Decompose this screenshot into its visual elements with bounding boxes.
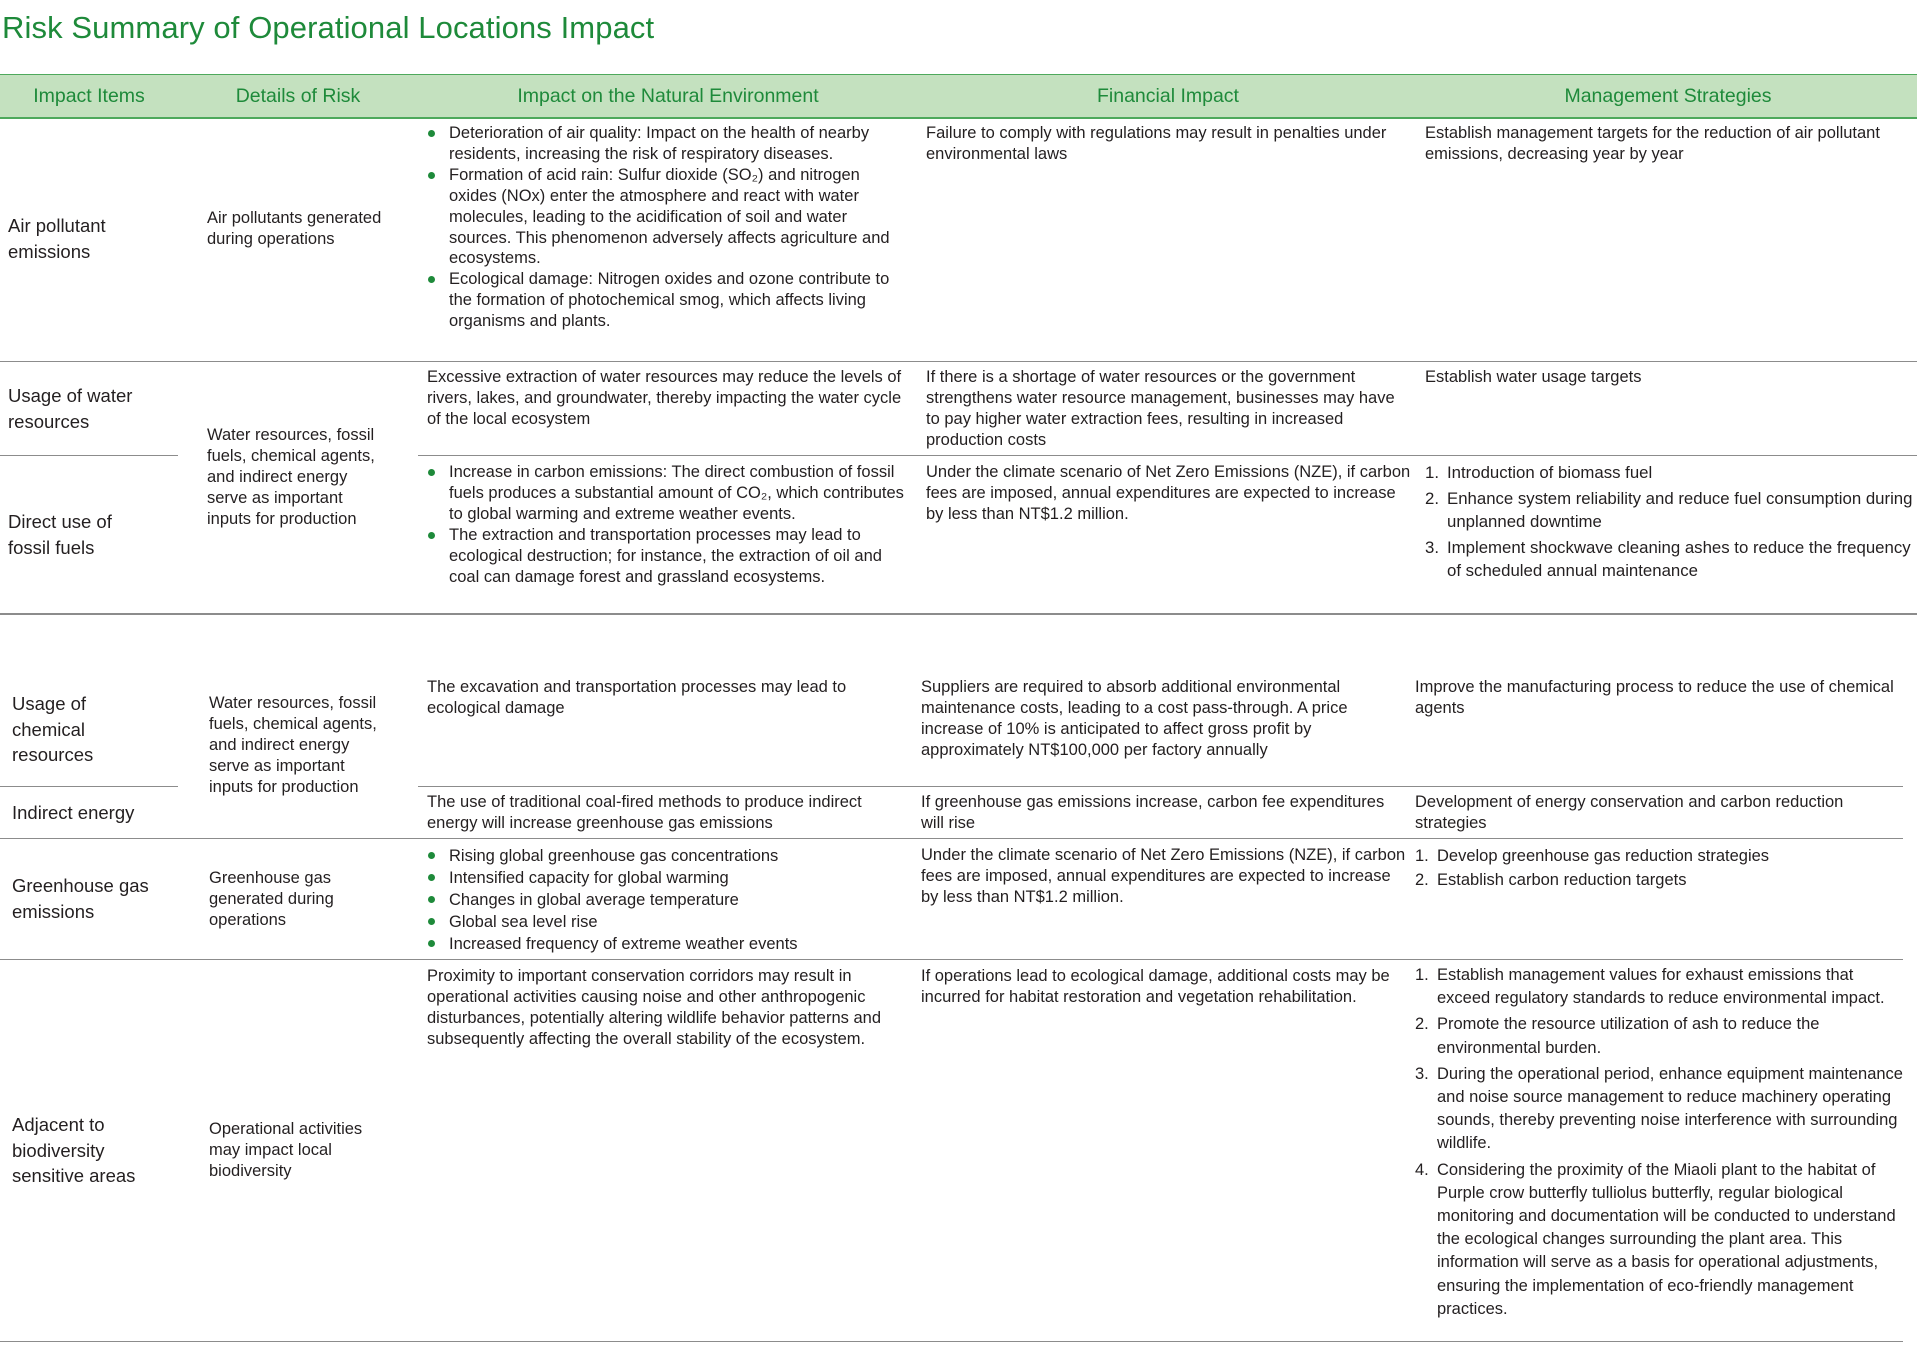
list-item: Increase in carbon emissions: The direct combustion of fossil fuels produces a substantial amount of CO₂, which contributes to global warming and extreme weather events. <box>427 462 909 525</box>
strategy-indirect-energy: Development of energy conservation and carbon reduction strategies <box>1415 793 1844 832</box>
list-item: 4. Considering the proximity of the Miaoli plant to the habitat of Purple crow butterfly tulliolus butterfly, regular biological monitoring and documentation will be conducted to understand the ecological changes surrounding the plant area. This information will serve as a basis for operational adjustments, ensuring the implementation of eco-friendly management practices. <box>1415 1160 1896 1318</box>
detail-shared-inputs-1: Water resources, fossil fuels, chemical agents, and indirect energy serve as important inputs for production <box>207 426 375 528</box>
row-divider <box>0 455 178 456</box>
list-number: 4. <box>1415 1160 1429 1179</box>
header-impact-items: Impact Items <box>33 85 145 107</box>
list-item: 1. Introduction of biomass fuel <box>1425 461 1920 485</box>
table-header <box>0 74 1917 119</box>
list-number: 2. <box>1415 1015 1429 1034</box>
financial-biodiversity: If operations lead to ecological damage, additional costs may be incurred for habitat restoration and vegetation rehabilitation. <box>921 967 1390 1006</box>
strategy-greenhouse-gas <box>1415 845 1905 893</box>
financial-greenhouse-gas: Under the climate scenario of Net Zero Emissions (NZE), if carbon fees are imposed, annual expenditures are expected to increase by less than NT$1.2 million. <box>921 846 1406 906</box>
list-number: 1. <box>1415 847 1429 865</box>
list-number: 2. <box>1415 871 1429 889</box>
row-divider <box>418 455 1917 456</box>
list-item: Formation of acid rain: Sulfur dioxide (SO₂) and nitrogen oxides (NOx) enter the atmosphere and react with water molecules, leading to the acidification of soil and water sources. This phenomenon adversely affects agriculture and ecosystems. <box>427 165 909 270</box>
list-item: The extraction and transportation processes may lead to ecological destruction; for instance, the extraction of oil and coal can damage forest and grassland ecosystems. <box>427 525 909 588</box>
header-financial-impact: Financial Impact <box>1097 85 1239 107</box>
financial-air-pollutant: Failure to comply with regulations may result in penalties under environmental laws <box>926 124 1387 163</box>
item-indirect-energy: Indirect energy <box>12 802 135 823</box>
financial-indirect-energy: If greenhouse gas emissions increase, carbon fee expenditures will rise <box>921 793 1385 832</box>
item-chemical-resources: Usage of chemical resources <box>12 693 94 765</box>
item-biodiversity: Adjacent to biodiversity sensitive areas <box>12 1114 136 1186</box>
row-divider <box>418 786 1903 787</box>
row-divider <box>0 786 178 787</box>
page-title: Risk Summary of Operational Locations Impact <box>2 10 655 45</box>
list-item: 3. Implement shockwave cleaning ashes to reduce the frequency of scheduled annual maintenance <box>1425 537 1911 580</box>
list-item: 2. Establish carbon reduction targets <box>1415 871 1687 889</box>
list-item: 1. Establish management values for exhaust emissions that exceed regulatory standards to reduce environmental impact. <box>1415 966 1885 1008</box>
list-number: 2. <box>1425 488 1439 508</box>
detail-shared-inputs-2: Water resources, fossil fuels, chemical agents, and indirect energy serve as important inputs for production <box>209 694 377 796</box>
list-item: Rising global greenhouse gas concentrations <box>427 845 909 867</box>
list-item: Increased frequency of extreme weather events <box>427 933 909 955</box>
strategy-biodiversity <box>1415 964 1905 1324</box>
detail-greenhouse-gas: Greenhouse gas generated during operations <box>209 869 334 929</box>
env-biodiversity: Proximity to important conservation corridors may result in operational activities causing noise and other anthropogenic disturbances, potentially altering wildlife behavior patterns and subsequently affecting the overall stability of the ecosystem. <box>427 967 882 1048</box>
item-fossil-fuels: Direct use of fossil fuels <box>8 511 112 558</box>
list-item: Deterioration of air quality: Impact on the health of nearby residents, increasing the risk of respiratory diseases. <box>427 123 909 165</box>
list-item: 2. Enhance system reliability and reduce fuel consumption during unplanned downtime <box>1425 488 1913 531</box>
list-number: 1. <box>1425 463 1439 482</box>
env-air-pollutant <box>427 123 909 332</box>
list-number: 1. <box>1415 966 1429 984</box>
strategy-fossil-fuels <box>1425 461 1920 585</box>
header-details-of-risk: Details of Risk <box>235 85 361 107</box>
list-item: 2. Promote the resource utilization of ash to reduce the environmental burden. <box>1415 1015 1820 1057</box>
env-greenhouse-gas <box>427 845 909 955</box>
list-item: Intensified capacity for global warming <box>427 867 909 889</box>
section-divider <box>0 613 1917 615</box>
env-chemical-resources: The excavation and transportation processes may lead to ecological damage <box>427 678 847 717</box>
list-item: Changes in global average temperature <box>427 889 909 911</box>
list-number: 3. <box>1425 537 1439 557</box>
row-divider <box>0 959 1903 960</box>
item-water-resources: Usage of water resources <box>8 385 133 432</box>
detail-biodiversity: Operational activities may impact local biodiversity <box>209 1120 363 1180</box>
env-fossil-fuels <box>427 462 909 587</box>
financial-water-resources: If there is a shortage of water resources or the government strengthens water resource management, businesses may have to pay higher water extraction fees, resulting in increased production costs <box>926 368 1395 449</box>
strategy-water-resources: Establish water usage targets <box>1425 368 1642 386</box>
item-greenhouse-gas: Greenhouse gas emissions <box>12 875 149 922</box>
list-item: Global sea level rise <box>427 911 909 933</box>
financial-fossil-fuels: Under the climate scenario of Net Zero Emissions (NZE), if carbon fees are imposed, annual expenditures are expected to increase by less than NT$1.2 million. <box>926 463 1411 523</box>
header-impact-natural-environment: Impact on the Natural Environment <box>517 85 819 107</box>
detail-air-pollutant: Air pollutants generated during operations <box>207 209 382 248</box>
row-divider <box>0 838 1903 839</box>
list-number: 3. <box>1415 1064 1429 1083</box>
item-air-pollutant: Air pollutant emissions <box>8 215 106 262</box>
env-water-resources: Excessive extraction of water resources may reduce the levels of rivers, lakes, and groundwater, thereby impacting the water cycle of the local ecosystem <box>427 368 902 428</box>
list-item: Ecological damage: Nitrogen oxides and ozone contribute to the formation of photochemical smog, which affects living organisms and plants. <box>427 269 909 332</box>
list-item: 3. During the operational period, enhance equipment maintenance and noise source management to reduce machinery operating sounds, thereby preventing noise interference with surrounding wildlife. <box>1415 1064 1903 1153</box>
list-item: 1. Develop greenhouse gas reduction strategies <box>1415 847 1770 865</box>
env-indirect-energy: The use of traditional coal-fired methods to produce indirect energy will increase greenhouse gas emissions <box>427 793 862 832</box>
header-management-strategies: Management Strategies <box>1564 85 1772 107</box>
row-divider <box>0 361 1917 362</box>
financial-chemical-resources: Suppliers are required to absorb additional environmental maintenance costs, leading to a cost pass-through. A price increase of 10% is anticipated to affect gross profit by approximately NT$100,000 per factory annually <box>921 678 1348 759</box>
table-bottom-border <box>0 1341 1903 1342</box>
strategy-chemical-resources: Improve the manufacturing process to reduce the use of chemical agents <box>1415 678 1894 717</box>
strategy-air-pollutant: Establish management targets for the reduction of air pollutant emissions, decreasing year by year <box>1425 124 1880 163</box>
